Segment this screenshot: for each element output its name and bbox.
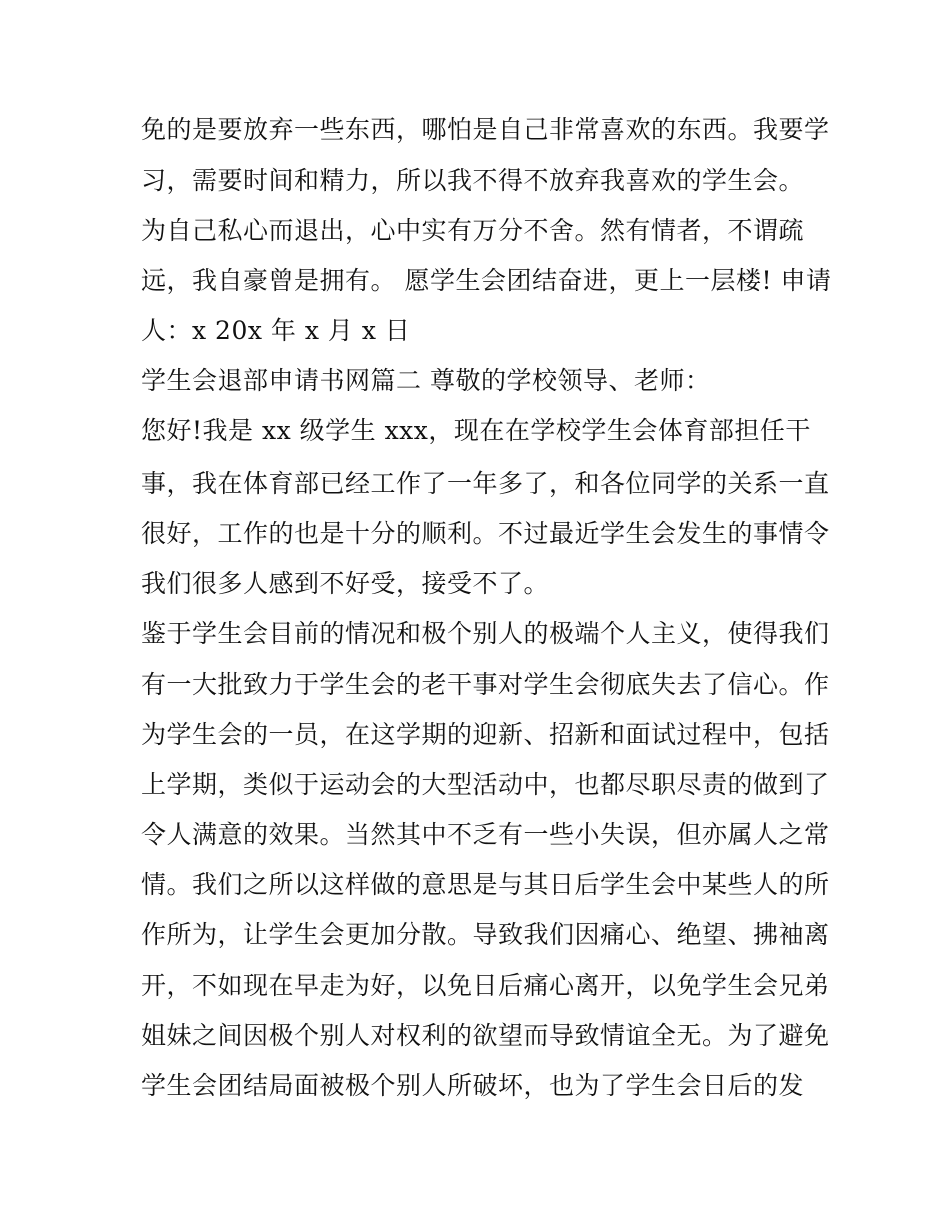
text-line-2: 习，需要时间和精力，所以我不得不放弃我喜欢的学生会。 <box>141 166 805 195</box>
text-line-12: 有一大批致力于学生会的老干事对学生会彻底失去了信心。作 <box>141 670 830 699</box>
section-heading: 学生会退部申请书网篇二 尊敬的学校领导、老师： <box>141 366 711 395</box>
text-line-20: 学生会团结局面被极个别人所破坏，也为了学生会日后的发 <box>141 1071 805 1100</box>
text-line-17: 作所为，让学生会更加分散。导致我们因痛心、绝望、拂袖离 <box>141 920 830 949</box>
text-line-1: 免的是要放弃一些东西，哪怕是自己非常喜欢的东西。我要学 <box>141 115 830 144</box>
text-line-13: 为学生会的一员，在这学期的迎新、招新和面试过程中，包括 <box>141 720 830 749</box>
text-line-14: 上学期，类似于运动会的大型活动中，也都尽职尽责的做到了 <box>141 770 830 799</box>
text-line-10: 我们很多人感到不好受，接受不了。 <box>141 569 550 598</box>
text-line-19: 姐妹之间因极个别人对权利的欲望而导致情谊全无。为了避免 <box>141 1021 830 1050</box>
text-line-15: 令人满意的效果。当然其中不乏有一些小失误，但亦属人之常 <box>141 820 830 849</box>
text-line-16: 情。我们之所以这样做的意思是与其日后学生会中某些人的所 <box>141 870 830 899</box>
text-line-5: 人：x 20x 年 x 月 x 日 <box>141 316 411 345</box>
text-line-7: 您好!我是 xx 级学生 xxx，现在在学校学生会体育部担任干 <box>141 416 811 445</box>
text-line-11: 鉴于学生会目前的情况和极个别人的极端个人主义，使得我们 <box>141 619 830 648</box>
text-line-18: 开，不如现在早走为好，以免日后痛心离开，以免学生会兄弟 <box>141 971 830 1000</box>
text-line-9: 很好，工作的也是十分的顺利。不过最近学生会发生的事情令 <box>141 519 830 548</box>
text-line-8: 事，我在体育部已经工作了一年多了，和各位同学的关系一直 <box>141 469 830 498</box>
text-line-3: 为自己私心而退出，心中实有万分不舍。然有情者，不谓疏 <box>141 216 805 245</box>
text-line-4: 远，我自豪曾是拥有。 愿学生会团结奋进，更上一层楼! 申请 <box>141 266 832 295</box>
